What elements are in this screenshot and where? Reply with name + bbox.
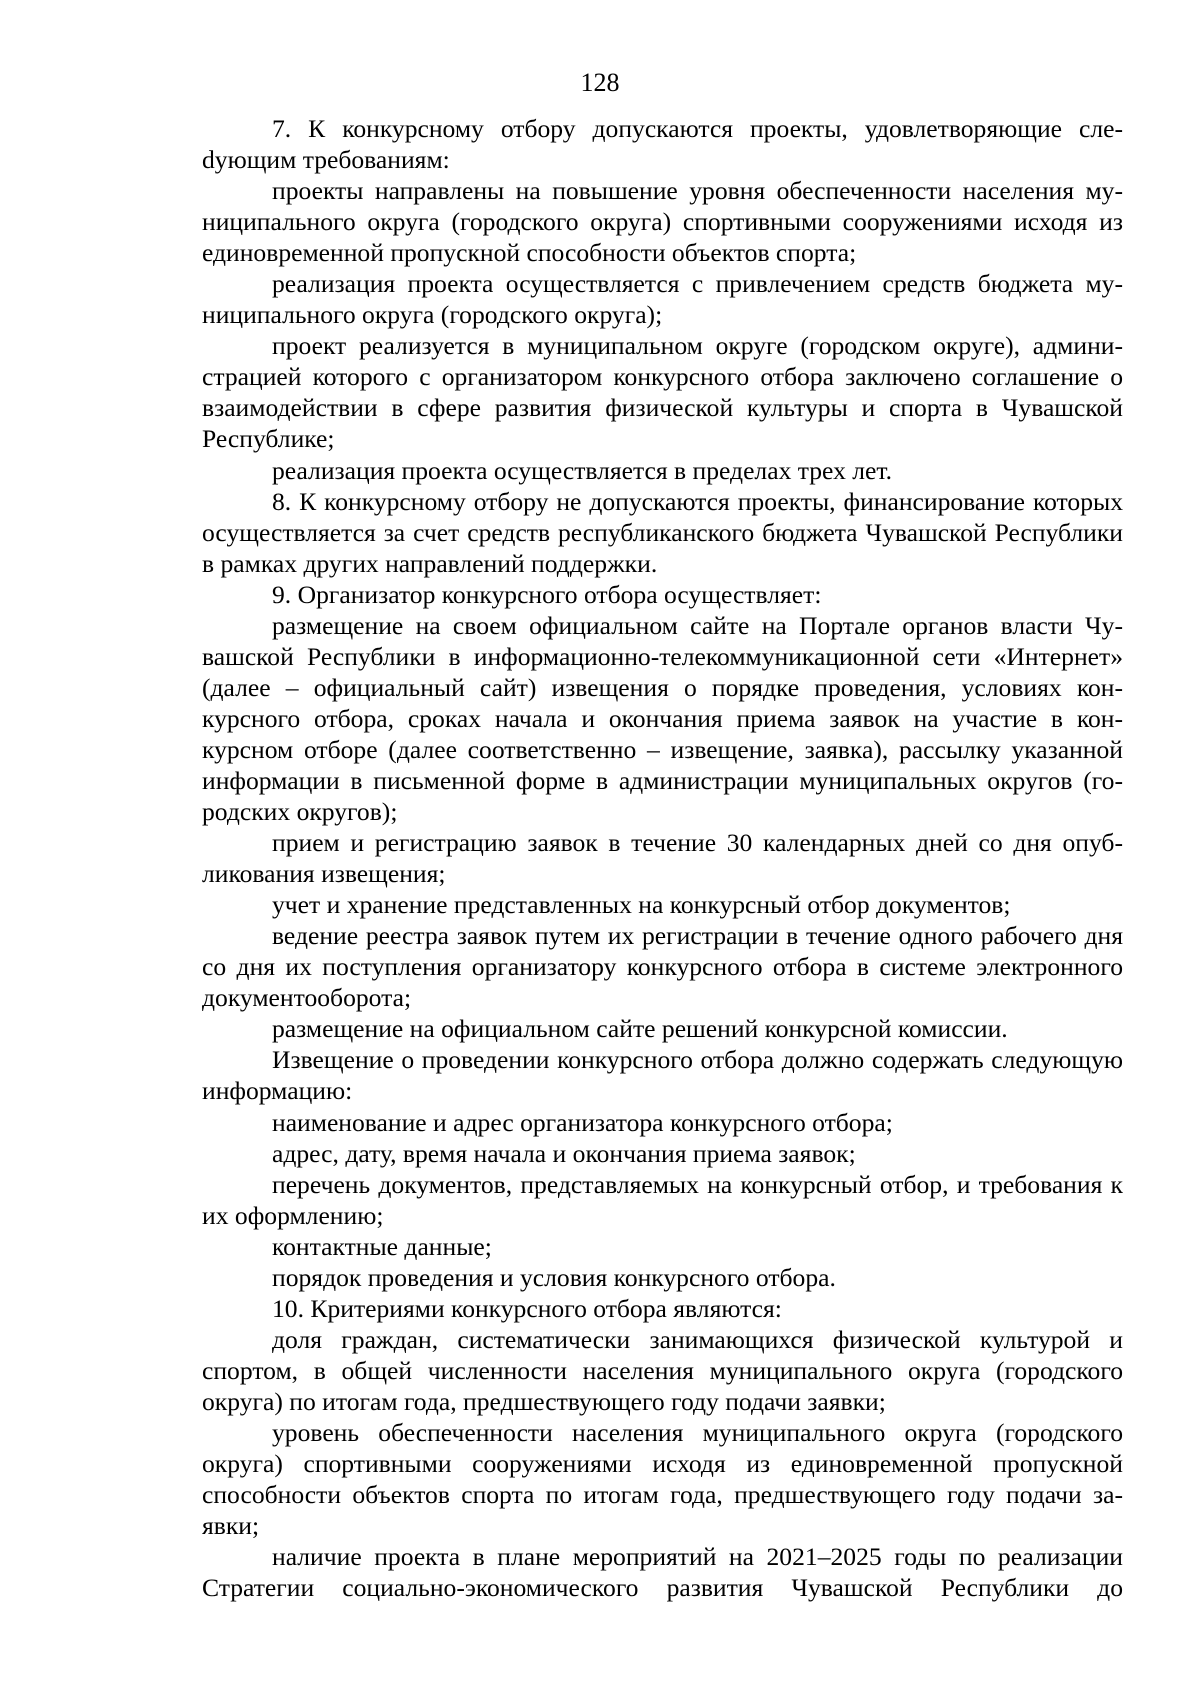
page-number: 128 <box>580 68 620 97</box>
paragraph: прием и регистрацию заявок в течение 30 календарных дней со дня опубликования извещения; <box>202 828 1123 889</box>
paragraph: 8. К конкурсному отбору не допускаются проекты, финансирование которых осуществляется за счет средств республиканского бюджета Чувашской Республики в рамках других направлений поддержки. <box>202 486 1123 578</box>
paragraph: размещение на своем официальном сайте на Портале органов власти Чувашской Республики в информационно-телекоммуникационной сети «Интернет» (далее – официальный сайт) извещения о порядке проведения, условиях конкурсного отбора, сроках начала и окончания приема заявок на участие в конкурсном отборе (далее соответственно – извещение, заявка), рассылку указанной информации в письменной форме в администрации муниципальных округов (городских округов); <box>202 610 1123 827</box>
paragraph: наименование и адрес организатора конкурсного отбора; <box>272 1107 893 1137</box>
paragraph: адрес, дату, время начала и окончания приема заявок; <box>272 1138 856 1168</box>
paragraph: порядок проведения и условия конкурсного отбора. <box>272 1262 836 1292</box>
paragraph: учет и хранение представленных на конкурсный отбор документов; <box>272 890 1011 920</box>
paragraph: уровень обеспеченности населения муниципального округа (городского округа) спортивными сооружениями исходя из единовременной пропускной способности объектов спорта по итогам года, предшествующего году подачи заявки; <box>202 1417 1123 1541</box>
paragraph: реализация проекта осуществляется с привлечением средств бюджета муниципального округа (городского округа); <box>202 269 1123 330</box>
paragraph: 7. К конкурсному отбору допускаются проекты, удовлетворяющие слеdующим требованиям: <box>202 114 1123 175</box>
document-body <box>202 113 1123 1603</box>
paragraph: ведение реестра заявок путем их регистрации в течение одного рабочего дня со дня их поступления организатору конкурсного отбора в системе электронного документооборота; <box>202 921 1123 1013</box>
paragraph: 9. Организатор конкурсного отбора осуществляет: <box>272 579 822 609</box>
paragraph: наличие проекта в плане мероприятий на 2021–2025 годы по реализации Стратегии социально-экономического развития Чувашской Республики до <box>202 1542 1123 1603</box>
paragraph: реализация проекта осуществляется в пределах трех лет. <box>272 455 893 485</box>
paragraph: контактные данные; <box>272 1231 492 1261</box>
paragraph: 10. Критериями конкурсного отбора являются: <box>272 1293 782 1323</box>
paragraph: Извещение о проведении конкурсного отбора должно содержать следующую информацию: <box>202 1045 1123 1106</box>
paragraph: доля граждан, систематически занимающихся физической культурой и спортом, в общей численности населения муниципального округа (городского округа) по итогам года, предшествующего году подачи заявки; <box>202 1324 1123 1416</box>
paragraph: перечень документов, представляемых на конкурсный отбор, и требования к их оформлению; <box>202 1169 1123 1230</box>
paragraph: проект реализуется в муниципальном округе (городском округе), администрацией которого с организатором конкурсного отбора заключено соглашение о взаимодействии в сфере развития физической культуры и спорта в Чувашской Республике; <box>202 331 1123 454</box>
paragraph: размещение на официальном сайте решений конкурсной комиссии. <box>272 1014 1008 1044</box>
paragraph: проекты направлены на повышение уровня обеспеченности населения муниципального округа (городского округа) спортивными сооружениями исходя из единовременной пропускной способности объектов спорта; <box>202 176 1123 268</box>
